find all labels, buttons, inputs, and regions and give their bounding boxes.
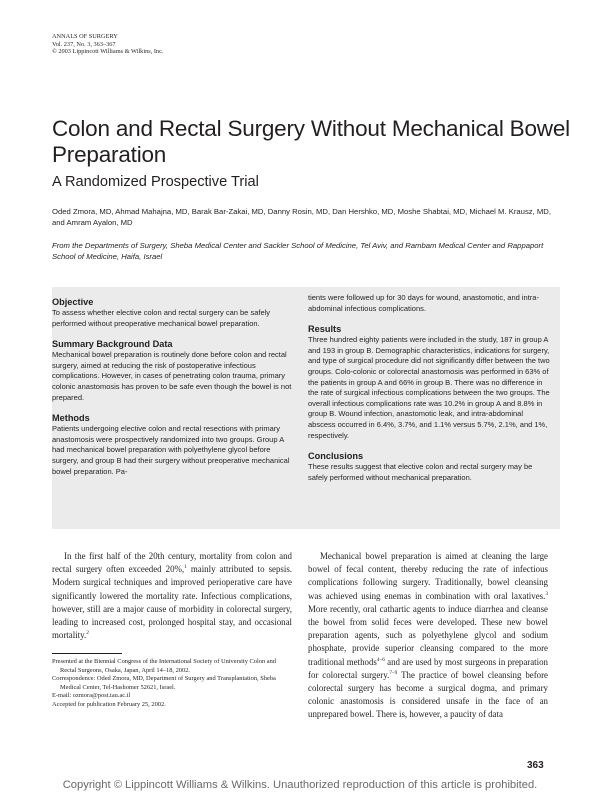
presented-note: Presented at the Biennial Congress of the International Society of University Colon and Rectal Surgeons, Osaka, Japan, April 14–18, 2002. [52, 658, 276, 674]
author-list: Oded Zmora, MD, Ahmad Mahajna, MD, Barak Bar-Zakai, MD, Danny Rosin, MD, Dan Hershko, MD, Moshe Shabtai, MD, Michael M. Krausz, MD, and Amram Ayalon, MD [52, 207, 551, 228]
article-title: Colon and Rectal Surgery Without Mechanical Bowel Preparation [52, 116, 570, 167]
background-text: Mechanical bowel preparation is routinely done before colon and rectal surgery, aimed at reducing the risk of postoperative infectious complications. However, in cases of penetrating colon trauma, primary colonic anastomosis has proven to be safe even though the bowel is not prepared. [52, 350, 292, 402]
body-right-column [308, 550, 548, 722]
footnotes [52, 658, 292, 710]
conclusions-text: These results suggest that elective colon and rectal surgery may be safely performed without mechanical preparation. [308, 462, 533, 482]
bowel-prep-paragraph: Mechanical bowel preparation is aimed at cleaning the large bowel of fecal content, thereby reducing the rate of infectious complications following surgery. Traditionally, bowel cleansing was achieved using enemas in combination with oral laxatives.$^3$ More recently, oral cathartic agents to induce diarrhea and cleanse the bowel from solid feces were developed. These new bowel preparation agents, such as polyethylene glycol and sodium phosphate, provide superior cleansing compared to the more traditional methods$^{4-6}$ and are used by most surgeons in preparation for colorectal surgery.$^{7-9}$ The practice of bowel cleansing before colorectal surgery has become a surgical dogma, and primary colonic anastomosis is considered unsafe in the face of an unprepared bowel. There is, however, a paucity of data [308, 551, 548, 720]
article-subtitle: A Randomized Prospective Trial [52, 174, 259, 190]
affiliation: From the Departments of Surgery, Sheba Medical Center and Sackler School of Medicine, Tel Aviv, and Rambam Medical Center and Rappaport School of Medicine, Haifa, Israel [52, 241, 544, 262]
methods-continued-text: tients were followed up for 30 days for wound, anastomotic, and intra-abdominal infectious complications. [308, 293, 539, 313]
citation: 7–9 [389, 669, 398, 676]
citation: 2 [86, 630, 89, 637]
journal-name: ANNALS OF SURGERY [52, 33, 118, 40]
correspondence-note: Correspondence: Oded Zmora, MD, Department of Surgery and Transplantation, Sheba Medical Center, Tel-Hashomer 52621, Israel. [52, 675, 276, 691]
email-note: E-mail: ozmora@post.tau.ac.il [52, 692, 131, 700]
intro-paragraph: In the first half of the 20th century, mortality from colon and rectal surgery often exceeded 20%,$^1$ mainly attributed to sepsis. Modern surgical techniques and improved perioperative care have significantly lowered the mortality rate. Infectious complications, however, still are a major cause of morbidity in colorectal surgery, leading to increased cost, prolonged hospital stay, and occasional mortality.$^2$ [52, 551, 293, 641]
abstract-left-column [52, 297, 294, 477]
objective-heading: Objective [52, 297, 94, 307]
conclusions-heading: Conclusions [308, 451, 364, 462]
citation: 1 [184, 564, 187, 571]
objective-text: To assess whether elective colon and rectal surgery can be safely performed without preoperative mechanical bowel preparation. [52, 308, 271, 328]
methods-heading: Methods [52, 413, 90, 424]
footnote-divider [52, 653, 122, 654]
accepted-note: Accepted for publication February 25, 2002. [52, 700, 166, 708]
journal-header [52, 33, 163, 56]
abstract-right-column [308, 293, 550, 483]
results-text: Three hundred eighty patients were included in the study, 187 in group A and 193 in group B. Demographic characteristics, indications for surgery, and type of surgical procedure did not significantly differ between the two groups. Colo-colonic or colorectal anastomosis was performed in 63% of the patients in group A and 66% in group B. There was no difference in the rate of surgical infectious complications between the two groups. The overall infectious complications rate was 10.2% in group A and 8.8% in group B. Wound infection, anastomotic leak, and intra-abdominal abscess occurred in 6.4%, 3.7%, and 1.1% versus 5.7%, 2.1%, and 1%, respectively. [308, 335, 550, 440]
copyright-footer: Copyright © Lippincott Williams & Wilkins. Unauthorized reproduction of this article is prohibited. [0, 774, 600, 797]
methods-text: Patients undergoing elective colon and rectal resections with primary anastomosis were prospectively randomized into two groups. Group A had mechanical bowel preparation with polyethylene glycol before surgery, and group B had their surgery without preoperative mechanical bowel preparation. Pa- [52, 424, 290, 476]
journal-copyright: © 2003 Lippincott Williams & Wilkins, Inc. [52, 48, 164, 56]
results-heading: Results [308, 324, 342, 335]
body-left-column [52, 550, 292, 642]
citation: 4–6 [376, 656, 385, 663]
journal-volume: Vol. 237, No. 3, 363–367 [52, 40, 116, 48]
background-heading: Summary Background Data [52, 339, 173, 350]
page-number: 363 [527, 760, 544, 771]
citation: 3 [545, 590, 548, 597]
